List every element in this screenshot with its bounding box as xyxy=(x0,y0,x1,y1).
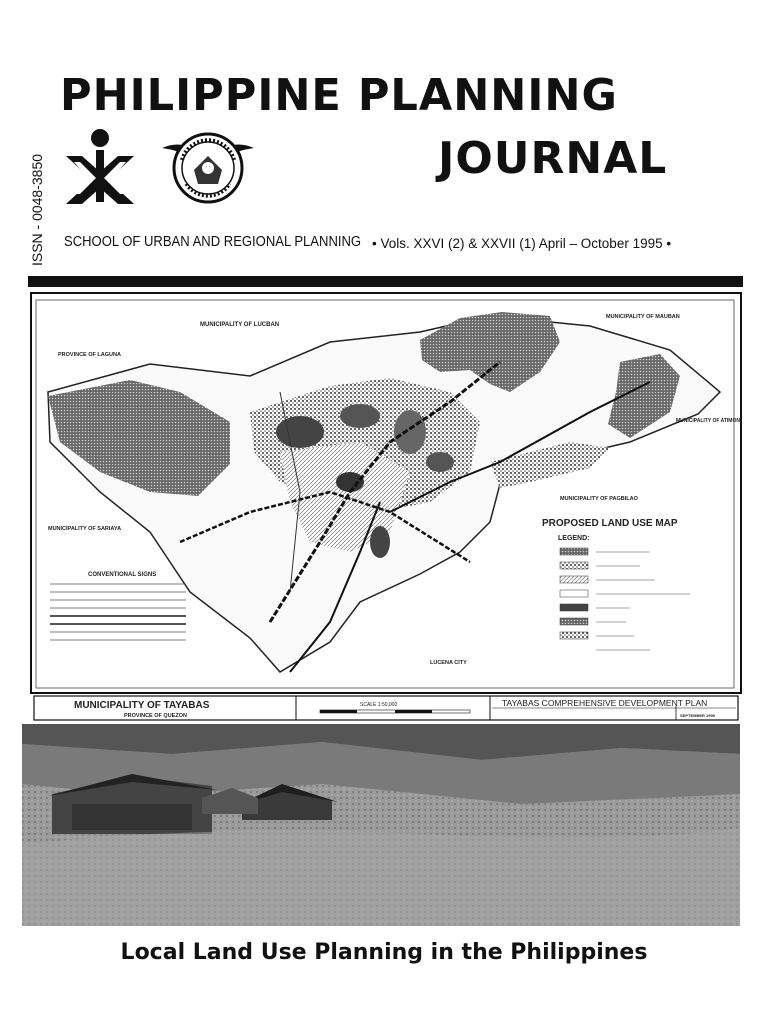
university-seal-icon xyxy=(160,126,256,206)
label-mauban: MUNICIPALITY OF MAUBAN xyxy=(606,314,680,320)
school-name: SCHOOL OF URBAN AND REGIONAL PLANNING xyxy=(64,234,362,250)
footer-municipality: MUNICIPALITY OF TAYABAS xyxy=(74,700,210,711)
footer-date: SEPTEMBER 1995 xyxy=(680,713,715,718)
footer-plan: TAYABAS COMPREHENSIVE DEVELOPMENT PLAN xyxy=(502,698,708,708)
landscape-photo xyxy=(22,724,740,926)
proposed-map-title: PROPOSED LAND USE MAP xyxy=(542,518,678,529)
footer-scale: SCALE 1:50,000 xyxy=(360,702,398,708)
label-sariaya: MUNICIPALITY OF SARIAYA xyxy=(48,526,122,532)
legend-label: LEGEND: xyxy=(558,535,590,542)
issn-text: ISSN - 0048-3850 xyxy=(29,153,45,267)
label-laguna: PROVINCE OF LAGUNA xyxy=(58,352,121,358)
conventional-signs-label: CONVENTIONAL SIGNS xyxy=(88,572,157,578)
issn-text-container xyxy=(24,140,50,280)
label-pagbilao: MUNICIPALITY OF PAGBILAO xyxy=(560,496,638,502)
label-lucban: MUNICIPALITY OF LUCBAN xyxy=(200,322,280,328)
journal-title-line2: JOURNAL xyxy=(438,133,668,184)
cover-caption: Local Land Use Planning in the Philippines xyxy=(120,940,648,965)
issue-info: • Vols. XXVI (2) & XXVII (1) April – October 1995 • xyxy=(372,236,672,251)
label-lucena: LUCENA CITY xyxy=(430,660,467,666)
footer-province: PROVINCE OF QUEZON xyxy=(124,713,187,719)
journal-title-line1: PHILIPPINE PLANNING xyxy=(60,70,618,121)
land-use-map xyxy=(30,292,742,722)
header-rule xyxy=(28,276,743,287)
surp-logo-icon xyxy=(60,126,140,212)
label-atimonan: MUNICIPALITY OF ATIMONAN xyxy=(676,418,742,424)
